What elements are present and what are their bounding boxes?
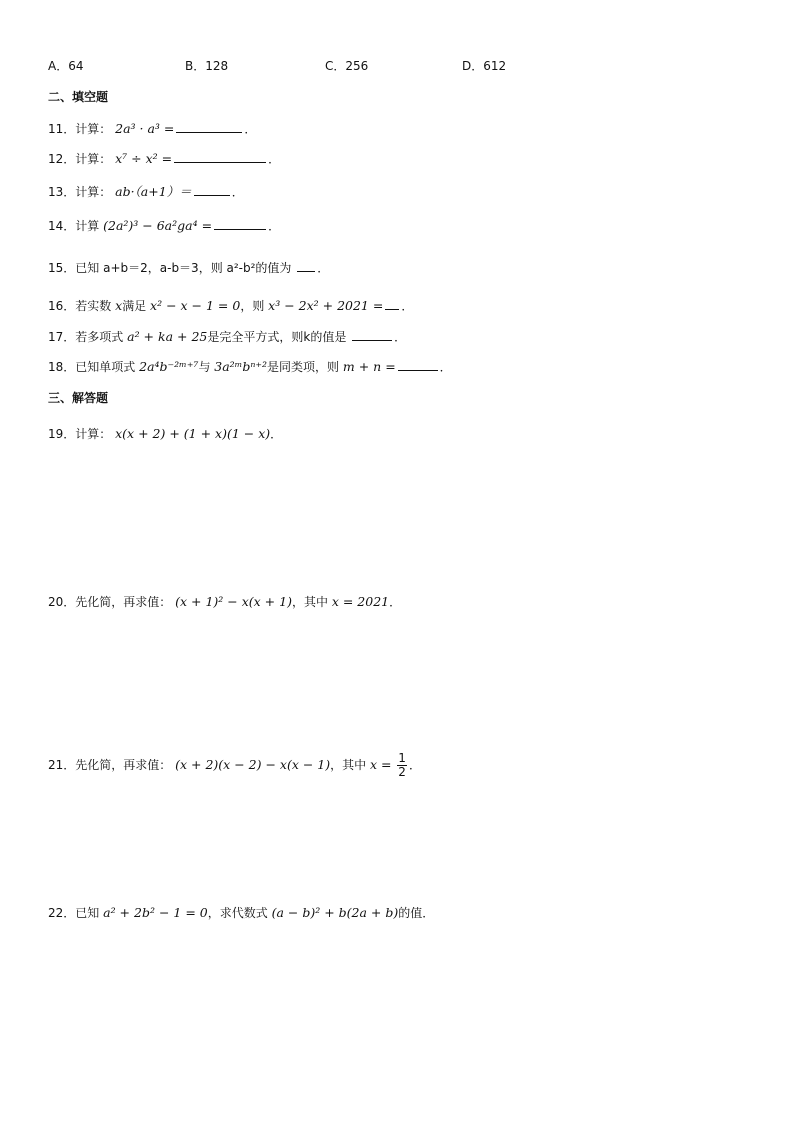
question-15: 15．已知 a+b＝2，a-b＝3，则 a²-b²的值为 ． [48,261,330,275]
choice-a: A．64 [48,59,84,73]
question-17: 17．若多项式 a² + ka + 25是完全平方式，则k的值是 ． [48,329,407,344]
question-19: 19．计算： x(x + 2) + (1 + x)(1 − x)． [48,426,283,441]
question-22: 22．已知 a² + 2b² − 1 = 0，求代数式 (a − b)² + b(2a + b)的值． [48,905,435,920]
question-16: 16．若实数 x满足 x² − x − 1 = 0，则 x³ − 2x² + 2021 = ． [48,298,414,313]
fraction-one-half: $\frac{1}{2}$ [398,751,406,779]
section-answer-title: 三、解答题 [48,391,109,405]
question-13: 13．计算： ab·（a+1）＝ ． [48,184,244,199]
section-fill-in-title: 二、填空题 [48,90,109,104]
question-14: 14．计算 (2a²)³ − 6a²ga⁴ = ． [48,218,281,233]
question-18: 18．已知单项式 2a⁴b⁻²ᵐ⁺⁷与 3a²ᵐbⁿ⁺²是同类项，则 m + n = ． [48,359,452,374]
question-12: 12．计算： x⁷ ÷ x² = ． [48,151,281,166]
question-21: 21．先化简，再求值： (x + 2)(x − 2) − x(x − 1)，其中 x = $\frac{1}{2}$ ． [48,751,421,779]
question-20: 20．先化简，再求值： (x + 1)² − x(x + 1)，其中 x = 2021． [48,594,402,609]
choice-d: D．612 [462,59,507,73]
choice-b: B．128 [185,59,229,73]
question-11: 11．计算： 2a³ · a³ = ． [48,121,257,136]
choice-c: C．256 [325,59,369,73]
